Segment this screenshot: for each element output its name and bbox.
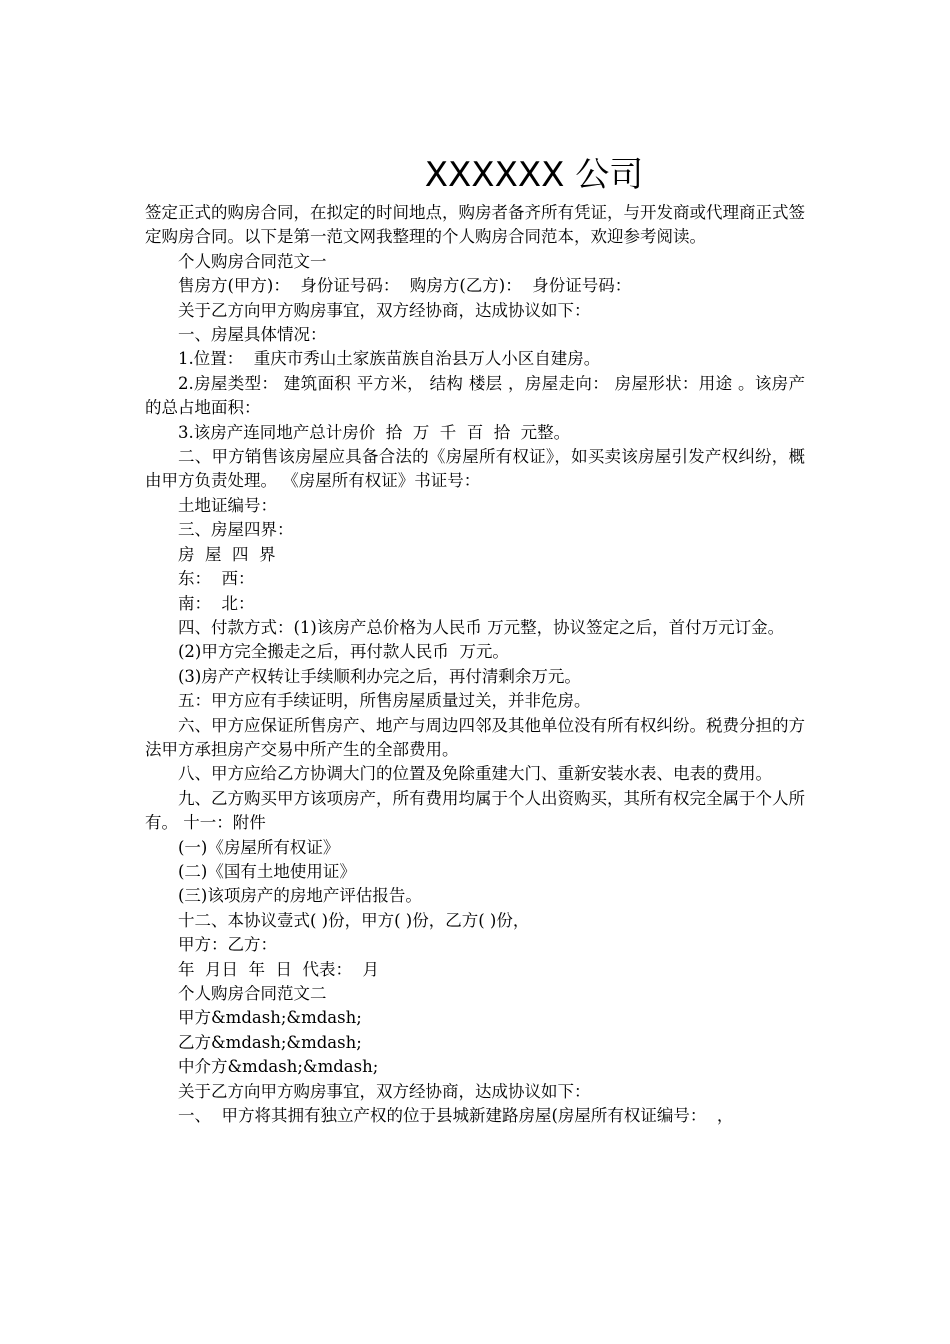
paragraph: (一)《房屋所有权证》 — [178, 837, 340, 857]
paragraph: 1.位置： 重庆市秀山土家族苗族自治县万人小区自建房。 — [178, 349, 601, 369]
paragraph: 年 月日 年 日 代表： 月 — [178, 959, 379, 979]
paragraph: 一、 甲方将其拥有独立产权的位于县城新建路房屋(房屋所有权证编号： ， — [178, 1106, 734, 1126]
paragraph: 十二、本协议壹式( )份，甲方( )份，乙方( )份， — [178, 910, 530, 930]
paragraph: (三)该项房产的房地产评估报告。 — [178, 886, 422, 906]
paragraph: 南： 北： — [178, 593, 255, 613]
paragraph: 甲方：乙方： — [178, 935, 277, 955]
paragraph: 关于乙方向甲方购房事宜，双方经协商，达成协议如下： — [178, 300, 591, 320]
paragraph: 3.该房产连同地产总计房价 拾 万 千 百 拾 元整。 — [178, 422, 571, 442]
paragraph: 中介方&mdash;&mdash; — [178, 1057, 379, 1077]
paragraph: 二、甲方销售该房屋应具备合法的《房屋所有权证》，如买卖该房屋引发产权纠纷，概由甲方负责处理。 《房屋所有权证》书证号： — [145, 447, 805, 491]
paragraph: 个人购房合同范文二 — [178, 984, 327, 1003]
paragraph: 三、房屋四界： — [178, 520, 294, 540]
paragraph: 个人购房合同范文一 — [178, 251, 327, 271]
paragraph: (2)甲方完全搬走之后，再付款人民币 万元。 — [178, 642, 509, 662]
paragraph: 2.房屋类型： 建筑面积 平方米， 结构 楼层 ，房屋走向： 房屋形状：用途 。该房产的总占地面积： — [145, 373, 805, 418]
paragraph: 六、甲方应保证所售房产、地产与周边四邻及其他单位没有所有权纠纷。税费分担的方法甲方承担房产交易中所产生的全部费用。 — [145, 715, 805, 759]
document-body — [145, 201, 805, 1128]
paragraph: (二)《国有土地使用证》 — [178, 861, 356, 881]
paragraph: 售房方(甲方)： 身份证号码： 购房方(乙方)： 身份证号码： — [178, 276, 632, 296]
paragraph: 五：甲方应有手续证明，所售房屋质量过关，并非危房。 — [178, 691, 591, 711]
paragraph: 房 屋 四 界 — [178, 544, 276, 564]
paragraph: 乙方&mdash;&mdash; — [178, 1032, 362, 1052]
paragraph: 甲方&mdash;&mdash; — [178, 1008, 362, 1028]
paragraph: 土地证编号： — [178, 495, 277, 515]
paragraph: 东： 西： — [178, 569, 255, 589]
paragraph: 一、房屋具体情况： — [178, 325, 327, 345]
paragraph: 九、乙方购买甲方该项房产，所有费用均属于个人出资购买，其所有权完全属于个人所有。 十一：附件 — [145, 788, 805, 833]
paragraph: 签定正式的购房合同，在拟定的时间地点，购房者备齐所有凭证，与开发商或代理商正式签定购房合同。以下是第一范文网我整理的个人购房合同范本，欢迎参考阅读。 — [145, 203, 805, 247]
paragraph: 关于乙方向甲方购房事宜，双方经协商，达成协议如下： — [178, 1081, 591, 1101]
document-title: XXXXXX 公司 — [424, 155, 644, 195]
paragraph: (3)房产产权转让手续顺利办完之后，再付清剩余万元。 — [178, 666, 581, 686]
paragraph: 八、甲方应给乙方协调大门的位置及免除重建大门、重新安装水表、电表的费用。 — [178, 764, 772, 784]
paragraph: 四、付款方式：(1)该房产总价格为人民币 万元整，协议签定之后，首付万元订金。 — [178, 617, 785, 637]
